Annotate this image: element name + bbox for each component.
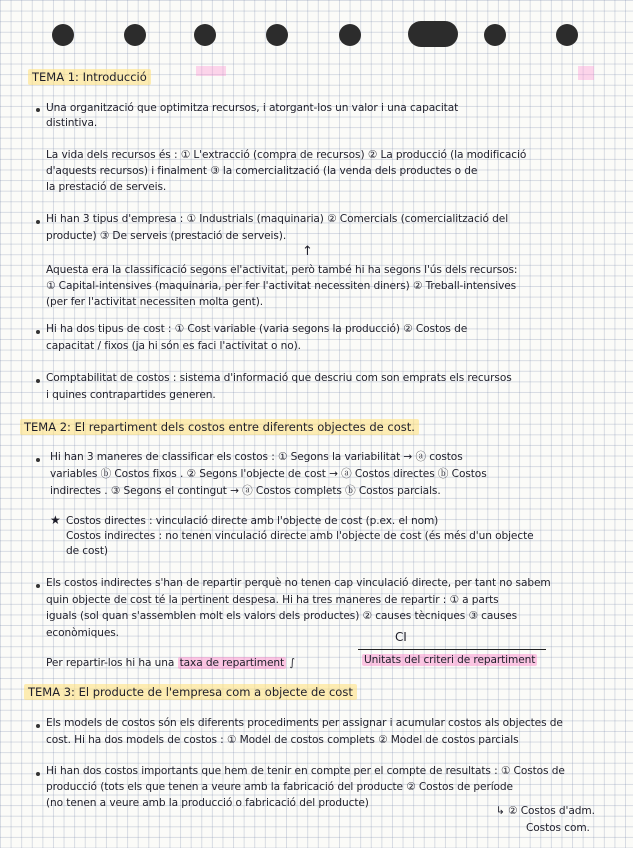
bullet bbox=[36, 724, 40, 728]
tema1-p2-line3: la prestació de serveis. bbox=[46, 181, 167, 193]
binder-holes bbox=[0, 14, 633, 54]
tema2-note-line1: Costos directes : vinculació directe amb l'objecte de cost (p.ex. el nom) bbox=[66, 515, 439, 527]
tema1-p5-line2: capacitat / fixos (ja hi són es faci l'activitat o no). bbox=[46, 340, 301, 352]
side-note-line1: ↳ ② Costos d'adm. bbox=[496, 805, 595, 817]
tema3-p2-line1: Hi han dos costos importants que hem de tenir en compte per el compte de resultats : ① Costos de bbox=[46, 765, 565, 777]
tema1-p4-line3: (per fer l'activitat necessiten molta gent). bbox=[46, 296, 263, 308]
tema1-p2-line2: d'aquests recursos) i finalment ③ la comercialització (la venda dels productes o de bbox=[46, 165, 478, 177]
tema1-p6-line2: i quines contrapartides generen. bbox=[46, 389, 216, 401]
formula-intro bbox=[46, 657, 295, 670]
hole-icon bbox=[52, 24, 74, 46]
formula-equals: ∫ bbox=[289, 657, 295, 669]
tema3-title: TEMA 3: El producte de l'empresa com a objecte de cost bbox=[24, 684, 357, 700]
hole-icon bbox=[484, 24, 506, 46]
hole-icon bbox=[124, 24, 146, 46]
tema1-p3-line2: producte) ③ De serveis (prestació de serveis). bbox=[46, 230, 287, 242]
hole-icon bbox=[339, 24, 361, 46]
formula-numerator: CI bbox=[395, 630, 407, 644]
tema2-p2-line4: econòmiques. bbox=[46, 627, 119, 639]
tema2-p2-line2: quin objecte de cost té la pertinent despesa. Hi ha tres maneres de repartir : ① a parts bbox=[46, 594, 499, 606]
tema2-note-line2: Costos indirectes : no tenen vinculació directe amb l'objecte de cost (és més d'un objecte bbox=[66, 530, 534, 542]
tema3-p2-line2: producció (tots els que tenen a veure amb la fabricació del producte ② Costos de període bbox=[46, 781, 513, 793]
bullet bbox=[36, 220, 40, 224]
bullet bbox=[36, 772, 40, 776]
tema2-p1-line2: variables ⓑ Costos fixos . ② Segons l'objecte de cost → ⓐ Costos directes ⓑ Costos bbox=[50, 468, 487, 480]
hole-icon bbox=[556, 24, 578, 46]
tema1-p5-line1: Hi ha dos tipus de cost : ① Cost variable (varia segons la producció) ② Costos de bbox=[46, 323, 468, 335]
hole-icon bbox=[408, 21, 458, 47]
tema1-p1-line2: distintiva. bbox=[46, 117, 98, 129]
formula-denominator-text: Unitats del criteri de repartiment bbox=[364, 654, 536, 666]
formula-intro-text: Per repartir-los hi ha una bbox=[46, 657, 175, 669]
tema1-p6-line1: Comptabilitat de costos : sistema d'informació que descriu com son emprats els recursos bbox=[46, 372, 512, 384]
tema2-p1-line3: indirectes . ③ Segons el contingut → ⓐ Costos complets ⓑ Costos parcials. bbox=[50, 485, 441, 497]
tema2-note-line3: de cost) bbox=[66, 545, 108, 557]
tema3-p1-line1: Els models de costos són els diferents procediments per assignar i acumular costos als objectes de bbox=[46, 717, 563, 729]
tema1-title: TEMA 1: Introducció bbox=[28, 69, 151, 85]
tema2-p2-line3: iguals (sol quan s'assemblen molt els valors dels productes) ② causes tècniques ③ causes bbox=[46, 610, 518, 622]
tema1-p3-line1: Hi han 3 tipus d'empresa : ① Industrials (maquinaria) ② Comercials (comercialització del bbox=[46, 213, 509, 225]
formula-name: taxa de repartiment bbox=[179, 657, 285, 669]
star-icon: ★ bbox=[50, 513, 61, 527]
hole-icon bbox=[266, 24, 288, 46]
hole-icon bbox=[194, 24, 216, 46]
highlight-mark bbox=[196, 66, 226, 76]
bullet bbox=[36, 458, 40, 462]
tema1-p1-line1: Una organització que optimitza recursos, i atorgant-los un valor i una capacitat bbox=[46, 102, 459, 114]
tema3-p1-line2: cost. Hi ha dos models de costos : ① Model de costos complets ② Model de costos parcials bbox=[46, 734, 519, 746]
tema1-p2-line1: La vida dels recursos és : ① L'extracció (compra de recursos) ② La producció (la modificació bbox=[46, 149, 527, 161]
tema2-p1-line1: Hi han 3 maneres de classificar els costos : ① Segons la variabilitat → ⓐ costos bbox=[50, 451, 463, 463]
highlight-mark bbox=[578, 66, 594, 80]
tema3-p2-line3: (no tenen a veure amb la producció o fabricació del producte) bbox=[46, 797, 369, 809]
side-note-line2: Costos com. bbox=[526, 822, 590, 834]
arrow-up-icon: ↑ bbox=[302, 244, 313, 259]
tema1-p4-line2: ① Capital-intensives (maquinaria, per fer l'activitat necessiten diners) ② Treball-intensives bbox=[46, 280, 517, 292]
bullet bbox=[36, 330, 40, 334]
tema2-title: TEMA 2: El repartiment dels costos entre diferents objectes de cost. bbox=[20, 419, 419, 435]
bullet bbox=[36, 584, 40, 588]
formula-denominator bbox=[362, 654, 537, 667]
bullet bbox=[36, 379, 40, 383]
fraction-line bbox=[358, 649, 546, 650]
tema2-p2-line1: Els costos indirectes s'han de repartir perquè no tenen cap vinculació directe, per tant no sabem bbox=[46, 577, 551, 589]
bullet bbox=[36, 108, 40, 112]
tema1-p4-line1: Aquesta era la classificació segons el'activitat, però també hi ha segons l'ús dels recursos: bbox=[46, 264, 518, 276]
